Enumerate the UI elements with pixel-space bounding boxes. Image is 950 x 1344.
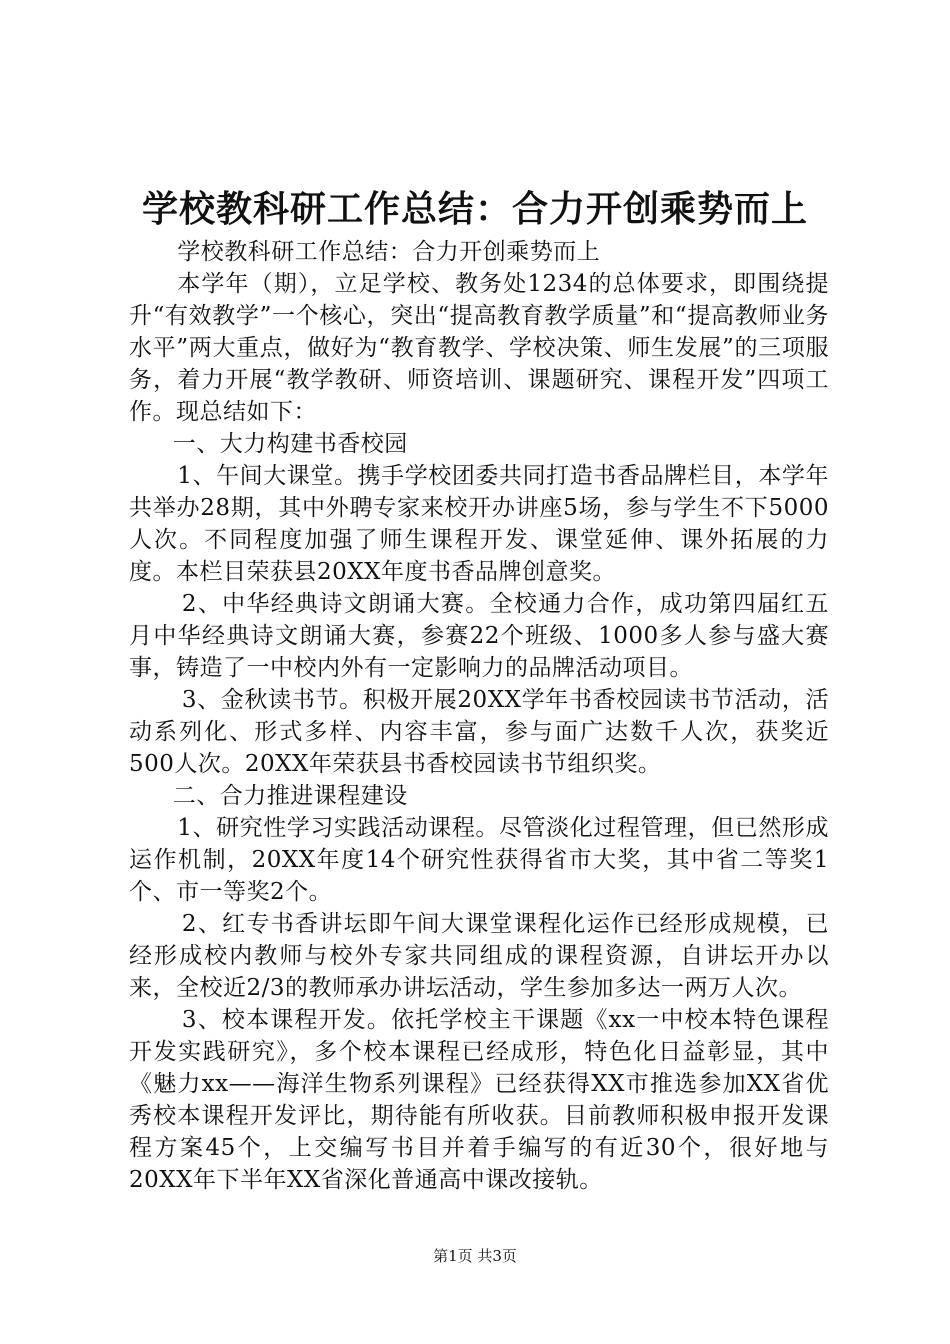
- paragraph-2-3: 3、校本课程开发。依托学校主干课题《xx一中校本特色课程开发实践研究》，多个校本课程已经成形，特色化日益彰显，其中《魅力xx——海洋生物系列课程》已经获得XX市推选参加XX省优秀校本课程开发评比，期待能有所收获。目前教师积极申报开发课程方案45个，上交编写书目并着手编写的有近30个，很好地与20XX年下半年XX省深化普通高中课改接轨。: [129, 1007, 829, 1193]
- paragraph-1-2: 2、中华经典诗文朗诵大赛。全校通力合作，成功第四届红五月中华经典诗文朗诵大赛，参赛22个班级、1000多人参与盛大赛事，铸造了一中校内外有一定影响力的品牌活动项目。: [129, 591, 829, 681]
- document-body: [129, 236, 829, 1196]
- paragraph-1-3: 3、金秋读书节。积极开展20XX学年书香校园读书节活动，活动系列化、形式多样、内容丰富，参与面广达数千人次，获奖近500人次。20XX年荣获县书香校园读书节组织奖。: [129, 687, 829, 777]
- document-title: 学校教科研工作总结：合力开创乘势而上: [141, 188, 808, 230]
- paragraph-intro: 本学年（期），立足学校、教务处1234的总体要求，即围绕提升“有效教学”一个核心，突出“提高教育教学质量”和“提高教师业务水平”两大重点，做好为“教育教学、学校决策、师生发展”的三项服务，着力开展“教学教研、师资培训、课题研究、课程开发”四项工作。现总结如下：: [129, 271, 829, 425]
- paragraph-2-1: 1、研究性学习实践活动课程。尽管淡化过程管理，但已然形成运作机制，20XX年度14个研究性获得省市大奖，其中省二等奖1个、市一等奖2个。: [129, 815, 829, 905]
- page-footer: 第1页 共3页: [433, 1247, 517, 1265]
- section-heading-2: 二、合力推进课程建设: [172, 783, 408, 809]
- paragraph-1-1: 1、午间大课堂。携手学校团委共同打造书香品牌栏目，本学年共举办28期，其中外聘专家来校开办讲座5场，参与学生不下5000人次。不同程度加强了师生课程开发、课堂延伸、课外拓展的力度。本栏目荣获县20XX年度书香品牌创意奖。: [129, 463, 829, 585]
- section-heading-1: 一、大力构建书香校园: [172, 431, 408, 457]
- paragraph-2-2: 2、红专书香讲坛即午间大课堂课程化运作已经形成规模，已经形成校内教师与校外专家共同组成的课程资源，自讲坛开办以来，全校近2/3的教师承办讲坛活动，学生参加多达一两万人次。: [129, 911, 829, 1001]
- paragraph-subtitle: 学校教科研工作总结：合力开创乘势而上: [177, 239, 601, 265]
